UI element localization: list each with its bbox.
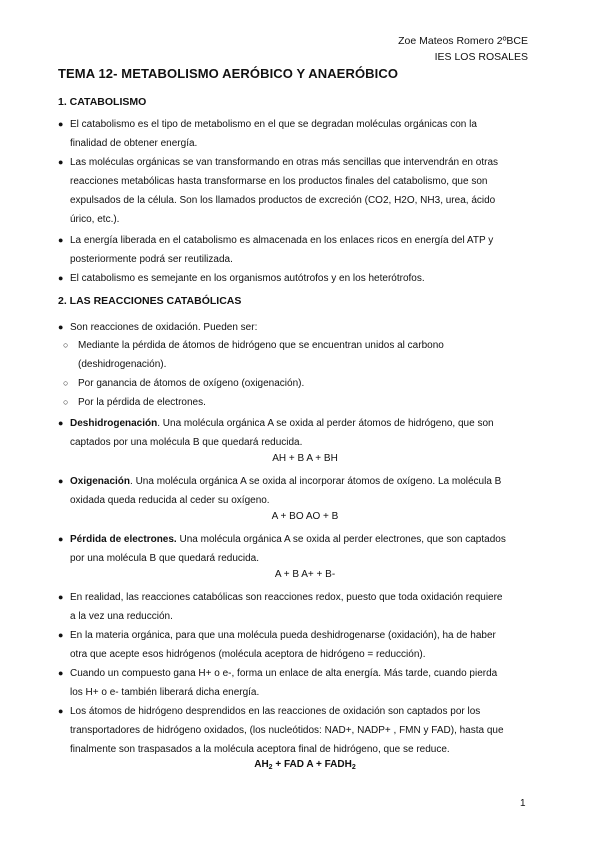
bullet-icon: ● [58,668,64,678]
text-line: otra que acepte esos hidrógenos (molécula aceptora de hidrógeno = reducción). [70,649,426,660]
sub-bullet-icon: ○ [63,378,69,388]
eq-part: + FAD A + FADH [272,759,352,770]
page-number: 1 [520,798,526,809]
bullet-icon: ● [58,322,64,332]
text-line: a la vez una reducción. [70,611,173,622]
text-line: (deshidrogenación). [78,359,167,370]
section2-heading: 2. LAS REACCIONES CATABÓLICAS [58,295,242,307]
bullet-icon: ● [58,534,64,544]
text-span: . Una molécula orgánica A se oxida al perder átomos de hidrógeno, que son [157,418,494,429]
equation: AH + B A + BH [272,453,338,464]
term-oxigenacion: Oxigenación [70,476,131,487]
text-line [70,472,540,491]
paragraph [70,472,540,510]
bullet-icon: ● [58,235,64,245]
text-line: El catabolismo es semejante en los organismos autótrofos y en los heterótrofos. [70,273,425,284]
sub-item: Por ganancia de átomos de oxígeno (oxigenación). [78,378,305,389]
bullet-icon: ● [58,418,64,428]
bullet-icon: ● [58,630,64,640]
text-line: captados por una molécula B que quedará reducida. [70,437,303,448]
paragraph [70,115,540,153]
bullet-icon: ● [58,273,64,283]
sub-item [78,336,540,374]
header-school: IES LOS ROSALES [434,51,528,63]
bullet-icon: ● [58,476,64,486]
text-line: úrico, etc.). [70,214,120,225]
text-line: los H+ o e- también liberará dicha energía. [70,687,260,698]
sub-bullet-icon: ○ [63,397,69,407]
eq-subscript: 2 [268,764,273,771]
paragraph [70,153,540,229]
term-deshidrogenacion: Deshidrogenación [70,418,158,429]
text-line: reacciones metabólicas hasta transformarse en los productos finales del catabolismo, que son [70,176,488,187]
text-line: Mediante la pérdida de átomos de hidrógeno que se encuentran unidos al carbono [78,340,444,351]
text-line: Cuando un compuesto gana H+ o e-, forma un enlace de alta energía. Más tarde, cuando pierda [70,668,498,679]
text-line: En realidad, las reacciones catabólicas son reacciones redox, puesto que toda oxidación requiere [70,592,503,603]
text-line: El catabolismo es el tipo de metabolismo en el que se degradan moléculas orgánicas con la [70,119,477,130]
text-line: finalmente son traspasados a la molécula aceptora final de hidrógeno, que se reduce. [70,744,450,755]
text-line: La energía liberada en el catabolismo es almacenada en los enlaces ricos en energía del ATP y [70,235,494,246]
text-line: por una molécula B que quedará reducida. [70,553,260,564]
term-perdida-electrones: Pérdida de electrones. [70,534,177,545]
paragraph [70,664,540,702]
paragraph [70,626,540,664]
equation: A + BO AO + B [271,511,339,522]
text-line: posteriormente podrá ser reutilizada. [70,254,233,265]
section2-intro: Son reacciones de oxidación. Pueden ser: [70,322,258,333]
header-author: Zoe Mateos Romero 2ºBCE [398,35,528,47]
text-line: Los átomos de hidrógeno desprendidos en las reacciones de oxidación son captados por los [70,706,481,717]
final-equation [70,759,540,771]
text-line: finalidad de obtener energía. [70,138,198,149]
text-line: expulsados de la célula. Son los llamados productos de excreción (CO2, H2O, NH3, urea, ácido [70,195,496,206]
text-line: oxidada queda reducida al ceder su oxígeno. [70,495,270,506]
bullet-icon: ● [58,157,64,167]
paragraph [70,269,540,288]
page-title: TEMA 12- METABOLISMO AERÓBICO Y ANAERÓBICO [58,66,399,81]
text-line: En la materia orgánica, para que una molécula pueda deshidrogenarse (oxidación), ha de haber [70,630,496,641]
paragraph [70,702,540,759]
eq-part: AH [254,759,269,770]
text-line: transportadores de hidrógeno oxidados, (los nucleótidos: NAD+, NADP+ , FMN y FAD), hasta que [70,725,504,736]
equation: A + B A+ + B- [274,569,336,580]
section1-heading: 1. CATABOLISMO [58,96,147,108]
bullet-icon: ● [58,119,64,129]
text-span: . Una molécula orgánica A se oxida al incorporar átomos de oxígeno. La molécula B [130,476,502,487]
bullet-icon: ● [58,592,64,602]
paragraph [70,231,540,269]
sub-bullet-icon: ○ [63,340,69,350]
text-line [70,414,540,433]
bullet-icon: ● [58,706,64,716]
text-span: Una molécula orgánica A se oxida al perder electrones, que son captados [176,534,506,545]
text-line: Las moléculas orgánicas se van transformando en otras más sencillas que intervendrán en otras [70,157,499,168]
text-line [70,530,540,549]
sub-item: Por la pérdida de electrones. [78,397,206,408]
eq-subscript: 2 [351,764,356,771]
paragraph [70,530,540,568]
paragraph [70,414,540,452]
paragraph [70,588,540,626]
